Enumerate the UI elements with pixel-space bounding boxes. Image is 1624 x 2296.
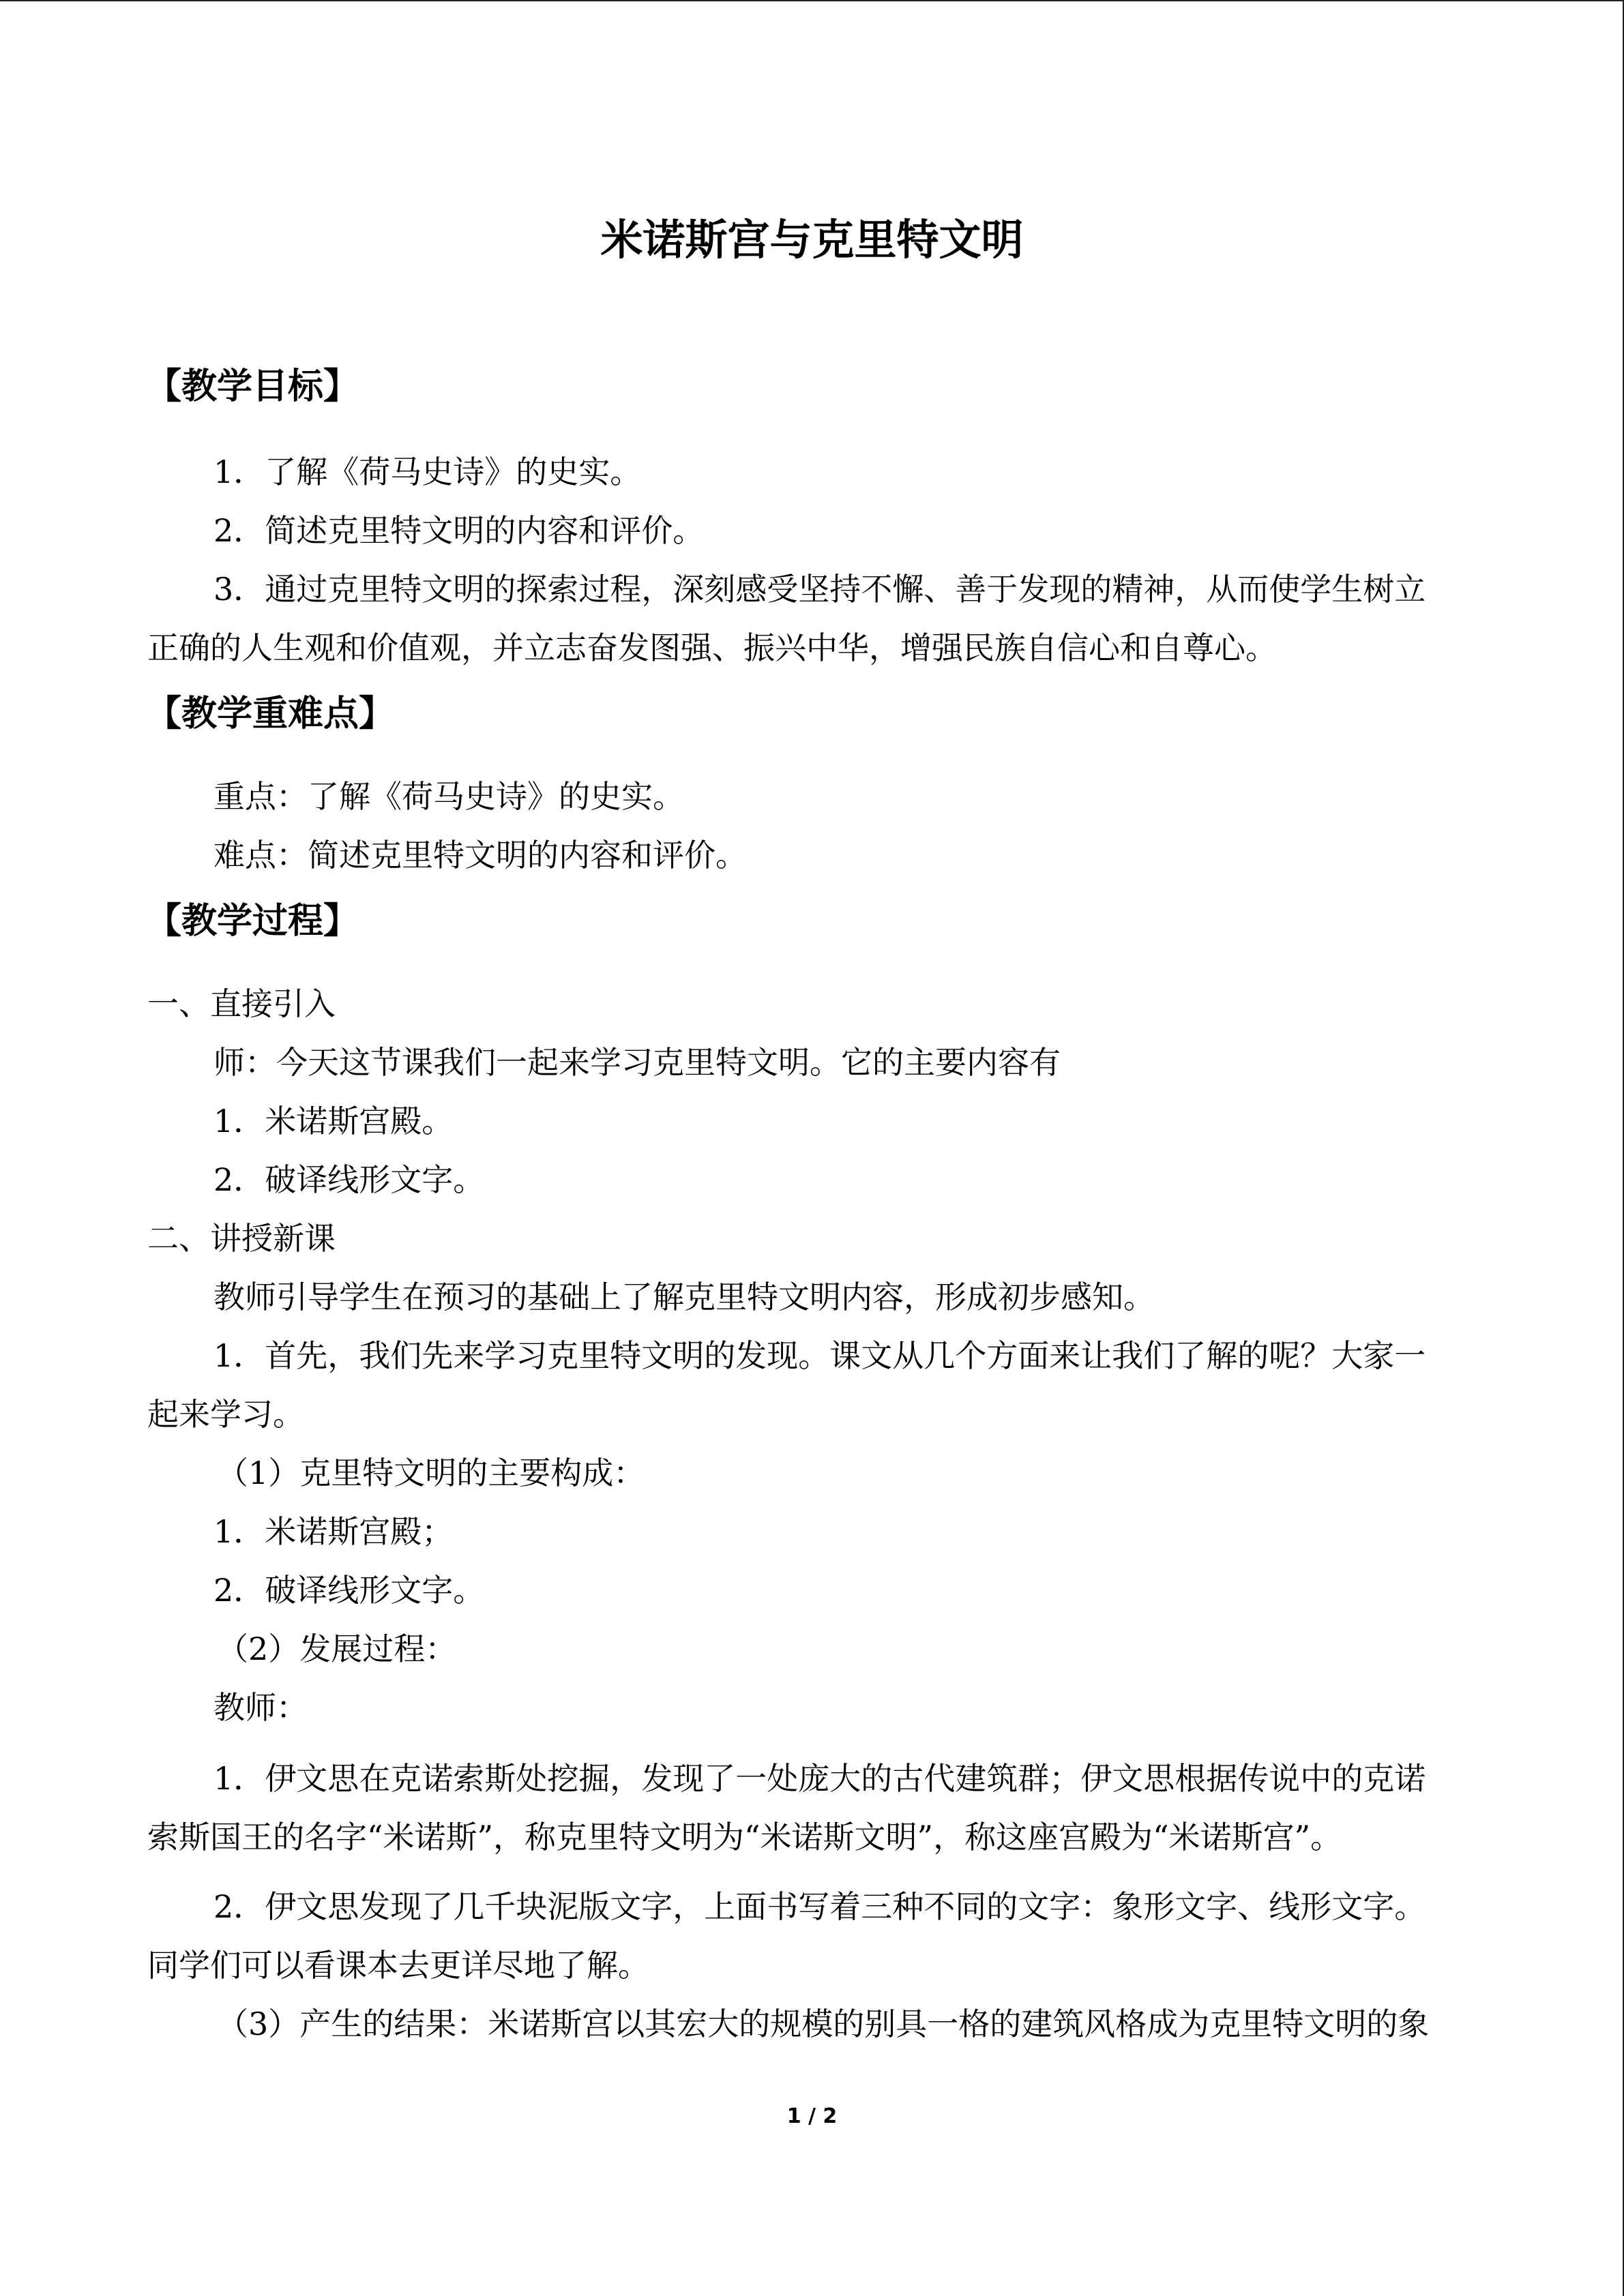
process-line-continuation: 索斯国王的名字“米诺斯”，称克里特文明为“米诺斯文明”，称这座宫殿为“米诺斯宫”。 [147,1819,1342,1855]
focus-difficult-point: 难点：简述克里特文明的内容和评价。 [213,837,747,874]
focus-key-point: 重点：了解《荷马史诗》的史实。 [213,778,684,815]
process-subheading: 二、讲授新课 [147,1220,336,1257]
process-line: 2．破译线形文字。 [213,1572,485,1609]
process-line-continuation: 同学们可以看课本去更详尽地了解。 [147,1947,649,1984]
process-line-continuation: 起来学习。 [147,1396,304,1433]
section-heading-process: 【教学过程】 [146,901,359,942]
process-line: （1）克里特文明的主要构成： [217,1455,645,1491]
process-line: 师：今天这节课我们一起来学习克里特文明。它的主要内容有 [213,1044,1061,1081]
section-heading-goals: 【教学目标】 [146,366,359,407]
process-subheading: 一、直接引入 [147,985,336,1022]
section-heading-focus: 【教学重难点】 [146,694,395,734]
process-line: 2．破译线形文字。 [213,1161,485,1198]
goal-item: 2．简述克里特文明的内容和评价。 [213,512,705,549]
process-line: 1．伊文思在克诺索斯处挖掘，发现了一处庞大的古代建筑群；伊文思根据传说中的克诺 [213,1760,1426,1797]
goal-item: 1．了解《荷马史诗》的史实。 [213,453,642,490]
process-line: 1．米诺斯宫殿。 [213,1103,454,1139]
process-line: （2）发展过程： [217,1630,457,1667]
process-line: 教师引导学生在预习的基础上了解克里特文明内容，形成初步感知。 [213,1279,1155,1315]
process-line: 教师： [213,1689,308,1726]
page-number: 1 / 2 [786,2104,838,2128]
process-line: 1．米诺斯宫殿； [213,1513,454,1550]
process-line: 1．首先，我们先来学习克里特文明的发现。课文从几个方面来让我们了解的呢？大家一 [213,1337,1426,1374]
goal-item: 3．通过克里特文明的探索过程，深刻感受坚持不懈、善于发现的精神，从而使学生树立 [213,571,1426,608]
page-title: 米诺斯宫与克里特文明 [600,215,1024,265]
process-line: （3）产生的结果：米诺斯宫以其宏大的规模的别具一格的建筑风格成为克里特文明的象 [217,2006,1430,2042]
process-line: 2．伊文思发现了几千块泥版文字，上面书写着三种不同的文字：象形文字、线形文字。 [213,1888,1426,1925]
goal-item-continuation: 正确的人生观和价值观，并立志奋发图强、振兴中华，增强民族自信心和自尊心。 [147,629,1277,666]
